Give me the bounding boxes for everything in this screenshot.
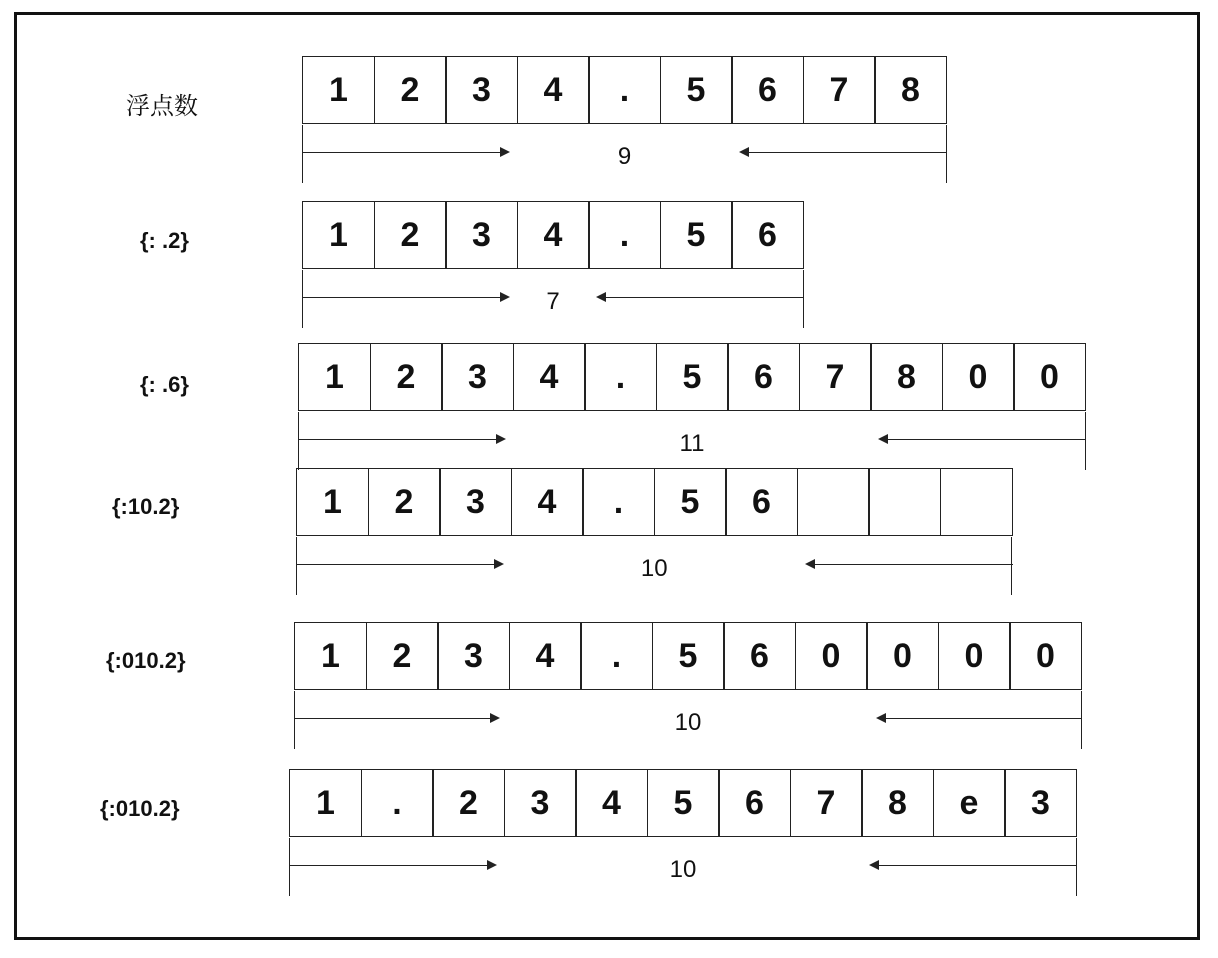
measure-left-arrow-line — [302, 152, 500, 153]
digit-cell: 6 — [731, 201, 804, 269]
row-4-digit-cells — [296, 468, 1013, 536]
digit-cell: 7 — [803, 56, 876, 124]
digit-cell: 5 — [660, 56, 733, 124]
measure-left-arrow-line — [294, 718, 490, 719]
digit-cell: 3 — [439, 468, 512, 536]
measure-left-tick — [294, 691, 295, 749]
digit-cell: 0 — [942, 343, 1015, 411]
digit-cell: 3 — [437, 622, 510, 690]
arrow-left-icon — [739, 147, 749, 157]
digit-cell: 8 — [874, 56, 947, 124]
digit-cell: . — [588, 56, 661, 124]
arrow-right-icon — [500, 292, 510, 302]
row-6-format-label: {:010.2} — [100, 796, 180, 821]
digit-cell: 3 — [445, 56, 518, 124]
measure-right-tick — [803, 270, 804, 328]
measure-right-tick — [946, 125, 947, 183]
digit-cell — [868, 468, 941, 536]
row-1-width-measure — [302, 125, 947, 195]
digit-cell: 6 — [723, 622, 796, 690]
row-4-width-measure — [296, 537, 1013, 607]
digit-cell — [940, 468, 1013, 536]
width-value-label: 11 — [679, 430, 705, 457]
digit-cell: 1 — [298, 343, 371, 411]
digit-cell: 4 — [513, 343, 586, 411]
width-value-label: 7 — [546, 288, 560, 315]
digit-cell: 8 — [861, 769, 934, 837]
measure-right-tick — [1011, 537, 1012, 595]
digit-cell: 2 — [374, 56, 447, 124]
digit-cell: 8 — [870, 343, 943, 411]
measure-left-arrow-line — [289, 865, 487, 866]
arrow-left-icon — [878, 434, 888, 444]
row-2-width-measure — [302, 270, 804, 340]
digit-cell: 0 — [866, 622, 939, 690]
digit-cell — [797, 468, 870, 536]
row-6-digit-cells — [289, 769, 1077, 837]
digit-cell: 4 — [517, 201, 590, 269]
measure-right-arrow-line — [606, 297, 804, 298]
arrow-left-icon — [805, 559, 815, 569]
digit-cell: 6 — [727, 343, 800, 411]
digit-cell: 6 — [731, 56, 804, 124]
row-2-digit-cells — [302, 201, 804, 269]
digit-cell: 2 — [370, 343, 443, 411]
digit-cell: . — [582, 468, 655, 536]
row-3-format-label: {: .6} — [140, 372, 189, 397]
row-4-format-label: {:10.2} — [112, 494, 180, 519]
measure-left-arrow-line — [298, 439, 496, 440]
arrow-left-icon — [876, 713, 886, 723]
arrow-right-icon — [494, 559, 504, 569]
width-value-label: 10 — [640, 555, 668, 582]
row-6-width-measure — [289, 838, 1077, 908]
digit-cell: 5 — [654, 468, 727, 536]
row-5-format-label: {:010.2} — [106, 648, 186, 673]
row-3-digit-cells — [298, 343, 1086, 411]
measure-left-arrow-line — [296, 564, 494, 565]
row-2-format-label: {: .2} — [140, 228, 189, 253]
digit-cell: 5 — [652, 622, 725, 690]
row-5-digit-cells — [294, 622, 1082, 690]
measure-left-tick — [296, 537, 297, 595]
digit-cell: . — [580, 622, 653, 690]
row-5-width-measure — [294, 691, 1082, 761]
digit-cell: 0 — [1009, 622, 1082, 690]
digit-cell: 1 — [294, 622, 367, 690]
arrow-right-icon — [487, 860, 497, 870]
arrow-right-icon — [500, 147, 510, 157]
width-value-label: 9 — [617, 143, 632, 170]
digit-cell: 5 — [660, 201, 733, 269]
row-1-digit-cells — [302, 56, 947, 124]
digit-cell: 1 — [302, 201, 375, 269]
measure-right-tick — [1081, 691, 1082, 749]
digit-cell: . — [584, 343, 657, 411]
arrow-right-icon — [490, 713, 500, 723]
digit-cell: 4 — [511, 468, 584, 536]
digit-cell: 3 — [441, 343, 514, 411]
measure-right-arrow-line — [815, 564, 1013, 565]
measure-left-tick — [302, 125, 303, 183]
digit-cell: 7 — [790, 769, 863, 837]
digit-cell: 6 — [718, 769, 791, 837]
digit-cell: 7 — [799, 343, 872, 411]
digit-cell: 5 — [647, 769, 720, 837]
digit-cell: 1 — [289, 769, 362, 837]
digit-cell: 3 — [504, 769, 577, 837]
digit-cell: 0 — [1013, 343, 1086, 411]
row-1-format-label: 浮点数 — [126, 92, 198, 120]
measure-right-tick — [1076, 838, 1077, 896]
measure-right-arrow-line — [749, 152, 947, 153]
digit-cell: 3 — [1004, 769, 1077, 837]
measure-right-tick — [1085, 412, 1086, 470]
arrow-left-icon — [596, 292, 606, 302]
digit-cell: 2 — [366, 622, 439, 690]
digit-cell: 1 — [296, 468, 369, 536]
digit-cell: 2 — [374, 201, 447, 269]
width-value-label: 10 — [674, 709, 702, 736]
digit-cell: 1 — [302, 56, 375, 124]
digit-cell: . — [588, 201, 661, 269]
digit-cell: 4 — [509, 622, 582, 690]
digit-cell: 3 — [445, 201, 518, 269]
digit-cell: 2 — [368, 468, 441, 536]
measure-left-tick — [298, 412, 299, 470]
measure-left-arrow-line — [302, 297, 500, 298]
arrow-left-icon — [869, 860, 879, 870]
digit-cell: 0 — [795, 622, 868, 690]
digit-cell: 5 — [656, 343, 729, 411]
digit-cell: e — [933, 769, 1006, 837]
digit-cell: 4 — [575, 769, 648, 837]
digit-cell: 4 — [517, 56, 590, 124]
digit-cell: 0 — [938, 622, 1011, 690]
measure-right-arrow-line — [888, 439, 1086, 440]
measure-left-tick — [302, 270, 303, 328]
width-value-label: 10 — [669, 856, 697, 883]
digit-cell: 6 — [725, 468, 798, 536]
measure-right-arrow-line — [886, 718, 1082, 719]
digit-cell: 2 — [432, 769, 505, 837]
digit-cell: . — [361, 769, 434, 837]
measure-left-tick — [289, 838, 290, 896]
arrow-right-icon — [496, 434, 506, 444]
measure-right-arrow-line — [879, 865, 1077, 866]
